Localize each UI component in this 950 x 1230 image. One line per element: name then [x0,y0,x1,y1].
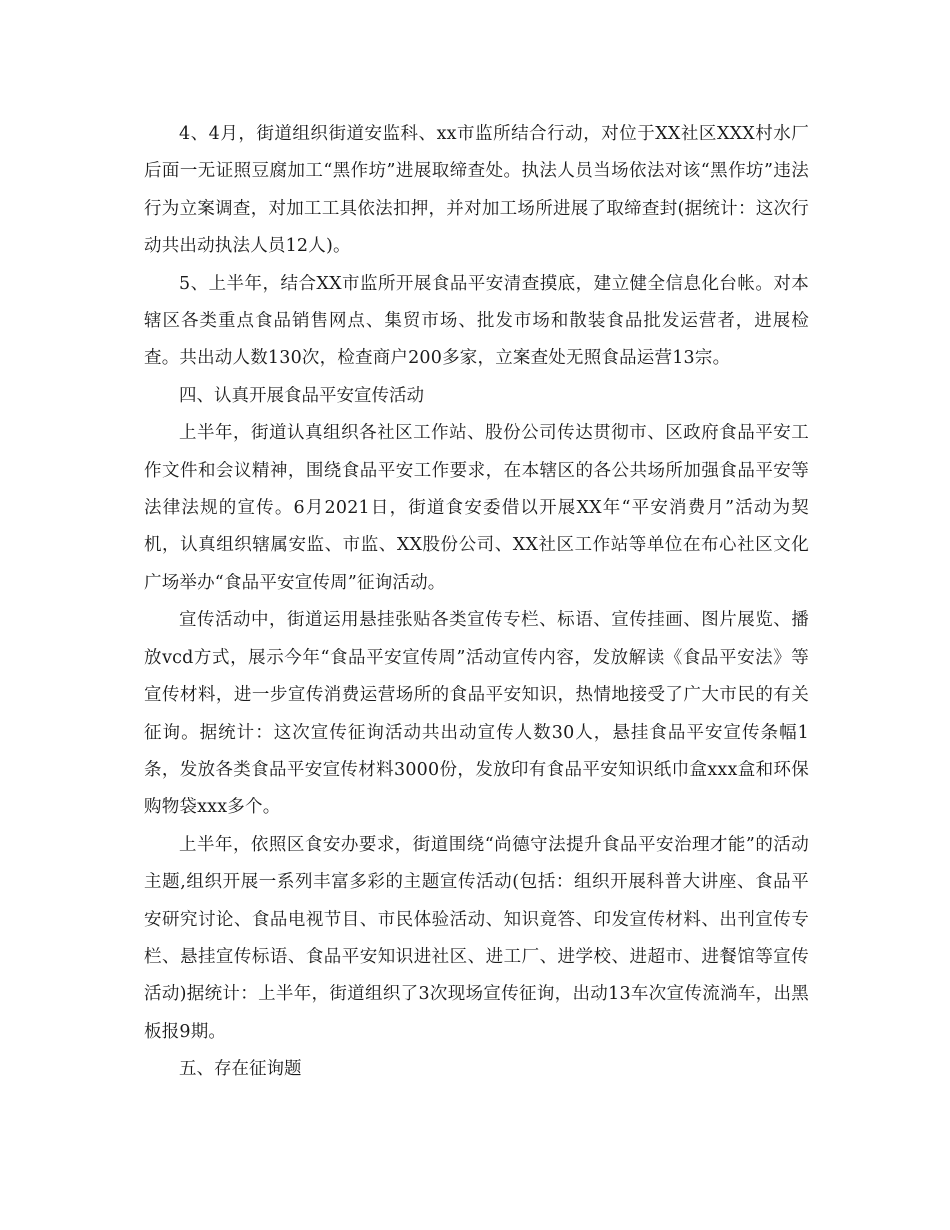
paragraph-publicity-overview: 上半年，街道认真组织各社区工作站、股份公司传达贯彻市、区政府食品平安工作文件和会议精神，围绕食品平安工作要求，在本辖区的各公共场所加强食品平安等法律法规的宣传。6月2021日，街道食安委借以开展XX年“平安消费月”活动为契机，认真组织辖属安监、市监、XX股份公司、XX社区工作站等单位在布心社区文化广场举办“食品平安宣传周”征询活动。 [144,423,809,593]
paragraph-theme-activities: 上半年，依照区食安办要求，街道围绕“尚德守法提升食品平安治理才能”的活动主题,组织开展一系列丰富多彩的主题宣传活动(包括：组织开展科普大讲座、食品平安研究讨论、食品电视节目、市民体验活动、知识竟答、印发宣传材料、出刊宣传专栏、悬挂宣传标语、食品平安知识进社区、进工厂、进学校、进超市、进餐馆等宣传活动)据统计：上半年，街道组织了3次现场宣传征询，出动13车次宣传流淌车，出黑板报9期。 [144,834,809,1042]
paragraph-publicity-activities: 宣传活动中，街道运用悬挂张贴各类宣传专栏、标语、宣传挂画、图片展览、播放vcd方式，展示今年“食品平安宣传周”活动宣传内容，发放解读《食品平安法》等宣传材料，进一步宣传消费运营场所的食品平安知识，热情地接受了广大市民的有关征询。据统计：这次宣传征询活动共出动宣传人数30人，悬挂食品平安宣传条幅1条，发放各类食品平安宣传材料3000份，发放印有食品平安知识纸巾盒xxx盒和环保购物袋xxx多个。 [144,610,809,818]
section-heading-5: 五、存在征询题 [179,1059,302,1080]
paragraph-item-4: 4、4月，街道组织街道安监科、xx市监所结合行动，对位于XX社区XXX村水厂后面一无证照豆腐加工“黑作坊”进展取缔查处。执法人员当场依法对该“黑作坊”违法行为立案调查，对加工工具依法扣押，并对加工场所进展了取缔查封(据统计：这次行动共出动执法人员12人)。 [144,124,809,257]
document-page [144,116,809,1089]
paragraph-item-5: 5、上半年，结合XX市监所开展食品平安清查摸底，建立健全信息化台帐。对本辖区各类重点食品销售网点、集贸市场、批发市场和散装食品批发运营者，进展检查。共出动人数130次，检查商户200多家，立案查处无照食品运营13宗。 [144,273,809,369]
section-heading-4: 四、认真开展食品平安宣传活动 [179,385,424,406]
